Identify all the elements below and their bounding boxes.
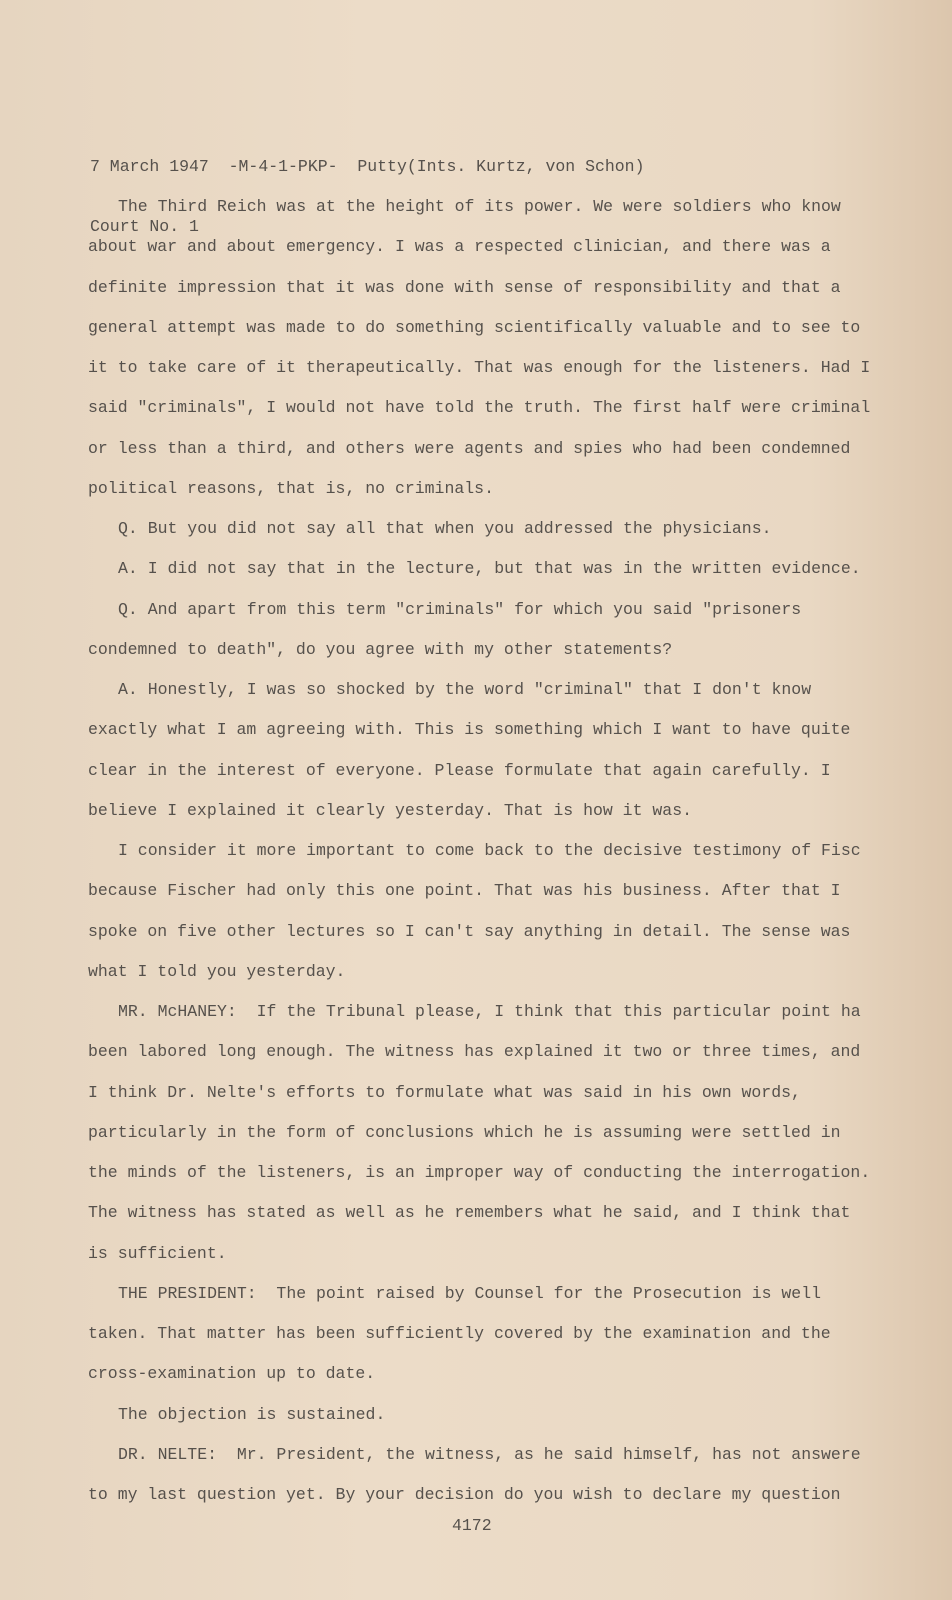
text-line: is sufficient. [88, 1243, 227, 1263]
paragraph [88, 590, 870, 671]
text-line: condemned to death", do you agree with my other statements? [88, 639, 673, 659]
text-line: what I told you yesterday. [88, 961, 346, 981]
text-line: because Fischer had only this one point. That was his business. After that I [88, 881, 841, 901]
text-line: particularly in the form of conclusions which he is assuming were settled in [88, 1122, 841, 1142]
paragraph [88, 549, 870, 589]
paragraph [88, 670, 870, 831]
paragraph [88, 1274, 870, 1395]
header-date-reference: 7 March 1947 -M-4-1-PKP- Putty(Ints. Kurtz, von Schon) [90, 157, 645, 176]
transcript-body [88, 187, 870, 1515]
text-line: or less than a third, and others were agents and spies who had been condemned [88, 438, 851, 458]
text-line: Q. And apart from this term "criminals" for which you said "prisoners [118, 599, 802, 619]
text-line: taken. That matter has been sufficiently covered by the examination and the [88, 1324, 831, 1343]
text-line: clear in the interest of everyone. Please formulate that again carefully. I [88, 760, 831, 780]
text-line: to my last question yet. By your decision do you wish to declare my question [88, 1485, 841, 1504]
text-line: it to take care of it therapeutically. That was enough for the listeners. Had I [88, 358, 871, 377]
paragraph [88, 509, 870, 549]
text-line: A. I did not say that in the lecture, but that was in the written evidence. [118, 559, 861, 579]
text-line: definite impression that it was done with sense of responsibility and that a [88, 277, 841, 297]
paragraph [88, 1395, 870, 1435]
header-court-number: Court No. 1 [90, 217, 199, 236]
text-line: The objection is sustained. [118, 1404, 386, 1424]
text-line: THE PRESIDENT: The point raised by Counsel for the Prosecution is well [118, 1283, 822, 1303]
text-line: cross-examination up to date. [88, 1364, 376, 1384]
text-line: believe I explained it clearly yesterday. That is how it was. [88, 800, 692, 820]
text-line: MR. McHANEY: If the Tribunal please, I think that this particular point ha [118, 1002, 861, 1021]
text-line: Q. But you did not say all that when you addressed the physicians. [118, 519, 772, 538]
paragraph [88, 831, 870, 992]
text-line: The witness has stated as well as he remembers what he said, and I think that [88, 1203, 851, 1223]
page-number: 4172 [452, 1516, 492, 1535]
paragraph [88, 1435, 870, 1516]
text-line: DR. NELTE: Mr. President, the witness, as he said himself, has not answere [118, 1444, 861, 1464]
text-line: the minds of the listeners, is an improper way of conducting the interrogation. [88, 1163, 871, 1182]
text-line: political reasons, that is, no criminals. [88, 478, 494, 498]
text-line: said "criminals", I would not have told the truth. The first half were criminal [88, 398, 871, 418]
paragraph [88, 187, 870, 509]
text-line: I think Dr. Nelte's efforts to formulate what was said in his own words, [88, 1082, 801, 1102]
text-line: A. Honestly, I was so shocked by the word "criminal" that I don't know [118, 680, 812, 699]
text-line: been labored long enough. The witness has explained it two or three times, and [88, 1042, 861, 1062]
text-line: spoke on five other lectures so I can't say anything in detail. The sense was [88, 921, 851, 941]
text-line: The Third Reich was at the height of its power. We were soldiers who know [118, 197, 841, 216]
text-line: general attempt was made to do something scientifically valuable and to see to [88, 317, 861, 337]
text-line: exactly what I am agreeing with. This is something which I want to have quite [88, 720, 851, 740]
text-line: I consider it more important to come back to the decisive testimony of Fisc [118, 841, 861, 860]
paragraph [88, 992, 870, 1274]
text-line: about war and about emergency. I was a respected clinician, and there was a [88, 237, 831, 257]
